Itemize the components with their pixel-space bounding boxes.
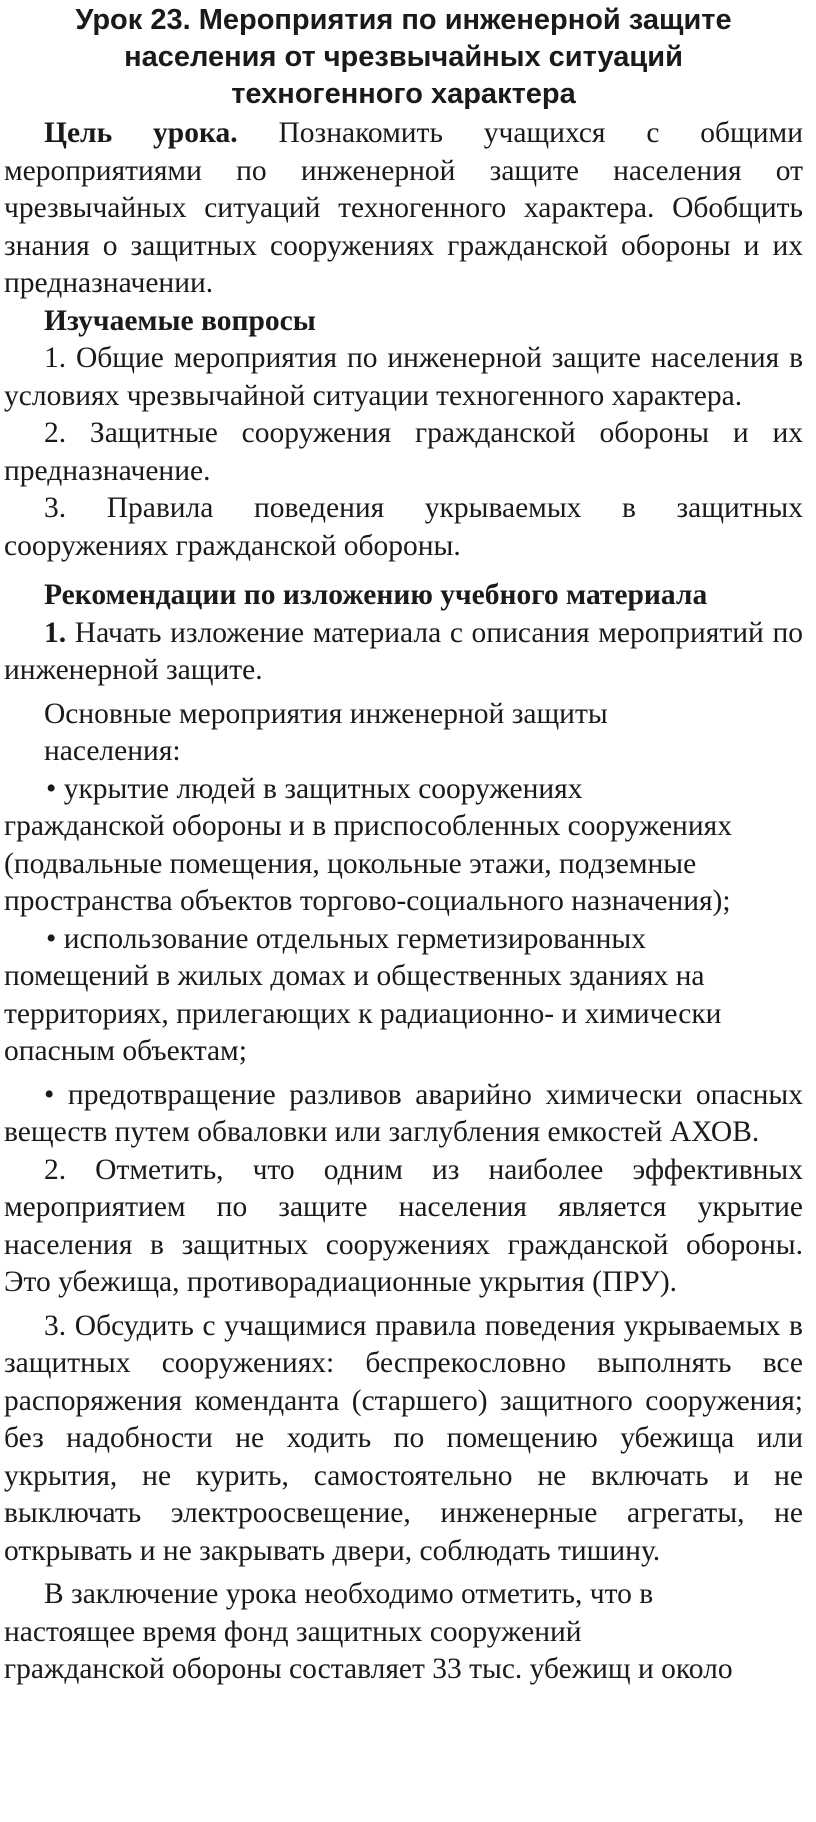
step2-paragraph: 2. Отметить, что одним из наиболее эффективных мероприятием по защите населения является укрытие населения в защитных сооружениях гражданской обороны. Это убежища, противорадиационные укрытия (ПРУ). bbox=[4, 1153, 803, 1298]
bullet-line: гражданской обороны и в приспособленных сооружениях bbox=[4, 810, 732, 842]
step1-number: 1. bbox=[44, 616, 67, 649]
conclusion-paragraph bbox=[4, 1576, 803, 1689]
bullet-item-shelter bbox=[4, 771, 803, 921]
title-line: населения от чрезвычайных ситуаций bbox=[124, 41, 683, 73]
bullet-line: территориях, прилегающих к радиационно- и химически bbox=[4, 997, 722, 1030]
goal-label: Цель урока. bbox=[44, 117, 238, 149]
main-measures-line: Основные мероприятия инженерной защиты bbox=[44, 697, 608, 730]
conclusion-line: В заключение урока необходимо отметить, что в bbox=[44, 1578, 654, 1610]
question-item: 2. Защитные сооружения гражданской обороны и их предназначение. bbox=[4, 417, 803, 487]
goal-paragraph bbox=[4, 115, 803, 303]
bullet-line: (подвальные помещения, цокольные этажи, подземные bbox=[4, 847, 697, 880]
step1-paragraph bbox=[4, 615, 803, 690]
bullet-line: помещений в жилых домах и общественных зданиях на bbox=[4, 960, 705, 992]
step3-paragraph: 3. Обсудить с учащимися правила поведения укрываемых в защитных сооружениях: беспрекословно выполнять все распоряжения коменданта (старшего) защитного сооружения; без надобности не ходить по помещению убежища или укрытия, не курить, самостоятельно не включать и не выключать электроосвещение, инженерные агрегаты, не открывать и не закрывать двери, соблюдать тишину. bbox=[4, 1309, 803, 1567]
main-measures-intro bbox=[4, 696, 803, 771]
question-item: 3. Правила поведения укрываемых в защитных сооружениях гражданской обороны. bbox=[4, 492, 803, 562]
recommendations-heading: Рекомендации по изложению учебного материала bbox=[44, 579, 708, 611]
title-line: техногенного характера bbox=[231, 78, 576, 110]
goal-text: Познакомить учащихся с общими мероприятиями по инженерной защите населения от чрезвычайных ситуаций техногенного характера. Обобщить знания о защитных сооружениях гражданской обороны и их предназначении. bbox=[4, 117, 804, 299]
bullet-item-sealed-rooms bbox=[4, 921, 803, 1071]
lesson-body bbox=[4, 115, 803, 1689]
step1-text: Начать изложение материала с описания мероприятий по инженерной защите. bbox=[4, 616, 803, 686]
questions-heading: Изучаемые вопросы bbox=[44, 304, 316, 337]
bullet-line: • укрытие людей в защитных сооружениях bbox=[46, 772, 583, 805]
bullet-line: • использование отдельных герметизированных bbox=[46, 922, 646, 955]
bullet-line: пространства объектов торгово-социального назначения); bbox=[4, 885, 731, 917]
title-line: Урок 23. Мероприятия по инженерной защите bbox=[75, 4, 732, 36]
lesson-title bbox=[4, 2, 803, 113]
bullet-item-spill-prevention: • предотвращение разливов аварийно химически опасных веществ путем обваловки или заглубления емкостей АХОВ. bbox=[4, 1078, 803, 1148]
main-measures-line: населения: bbox=[44, 735, 181, 767]
conclusion-line: настоящее время фонд защитных сооружений bbox=[4, 1615, 582, 1648]
question-item: 1. Общие мероприятия по инженерной защите населения в условиях чрезвычайной ситуации техногенного характера. bbox=[4, 342, 803, 412]
conclusion-line: гражданской обороны составляет 33 тыс. убежищ и около bbox=[4, 1653, 733, 1685]
bullet-line: опасным объектам; bbox=[4, 1035, 247, 1067]
